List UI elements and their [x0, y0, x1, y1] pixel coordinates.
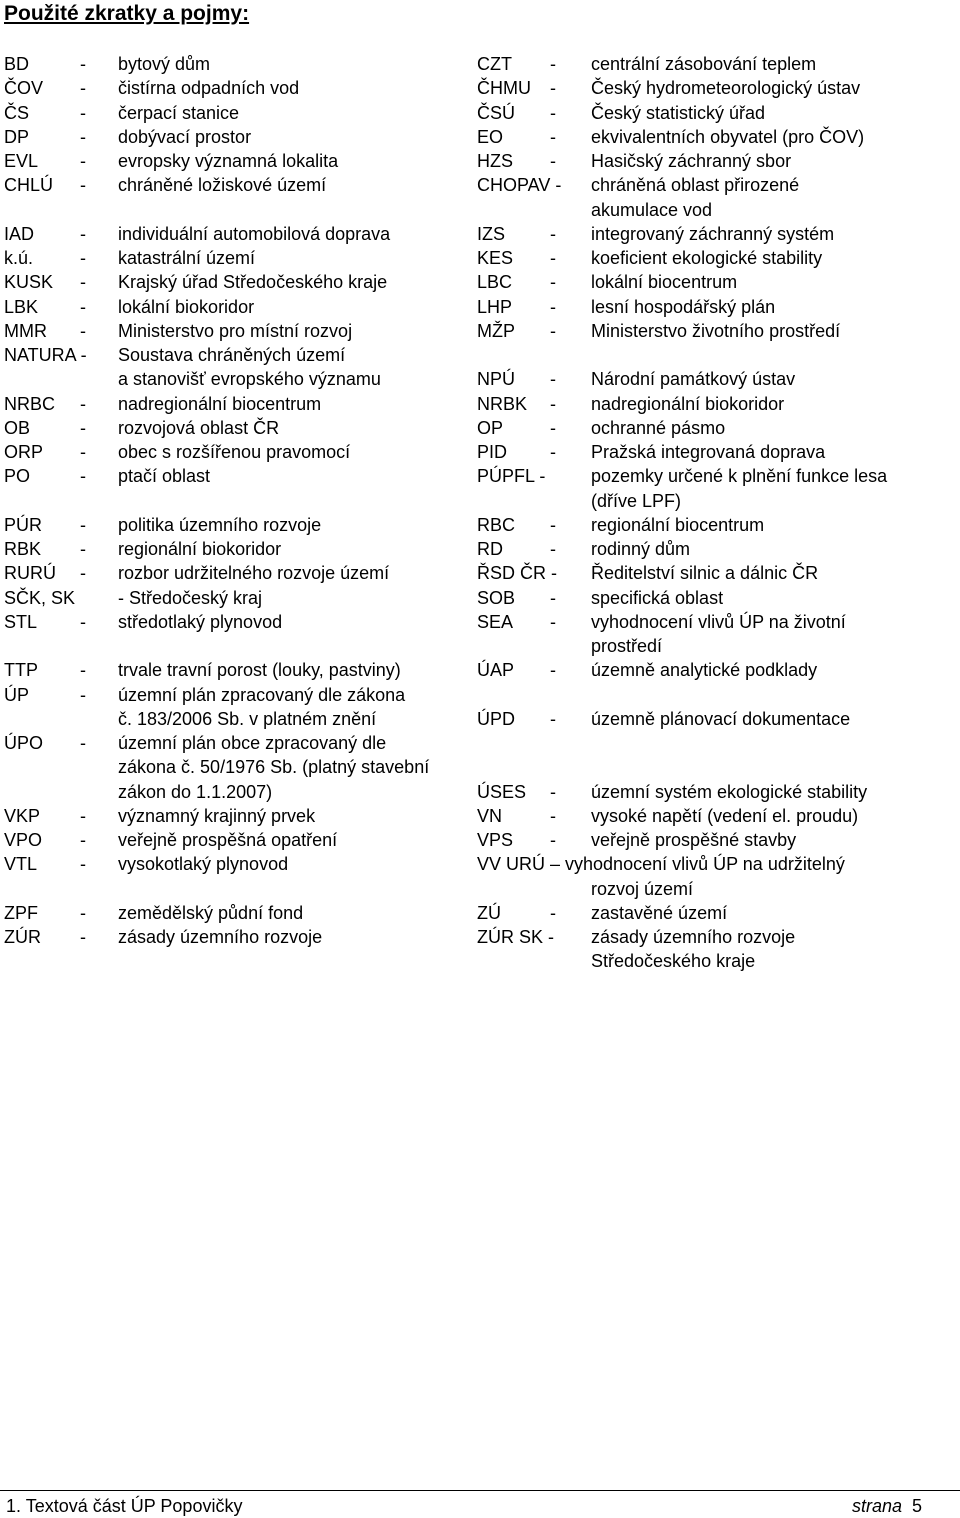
- meaning-left: bytový dům: [118, 54, 211, 74]
- table-row: [0, 852, 960, 876]
- meaning-right: vysoké napětí (vedení el. proudu): [591, 805, 859, 826]
- dash-right: -: [550, 781, 556, 802]
- table-row: [0, 877, 960, 901]
- table-row: [0, 246, 960, 270]
- abbr-right: ČSÚ: [477, 102, 516, 123]
- meaning-right: územně analytické podklady: [591, 660, 818, 681]
- meaning-right: veřejně prospěšné stavby: [591, 830, 797, 850]
- abbr-left: NATURA -: [4, 345, 87, 365]
- dash-right: -: [550, 539, 556, 559]
- meaning-left: Soustava chráněných území: [118, 345, 346, 365]
- meaning-right: ekvivalentních obyvatel (pro ČOV): [591, 126, 865, 147]
- dash-right: -: [550, 417, 556, 438]
- table-row: [0, 52, 960, 76]
- dash-right: -: [550, 272, 556, 293]
- abbr-right: ÚPD: [477, 708, 516, 729]
- meaning-left: rozvojová oblast ČR: [118, 417, 280, 438]
- meaning-left: č. 183/2006 Sb. v platném znění: [118, 708, 377, 729]
- meaning-right: Český hydrometeorologický ústav: [591, 78, 861, 99]
- table-row: [0, 537, 960, 561]
- meaning-right: ochranné pásmo: [591, 417, 726, 438]
- meaning-left: lokální biokoridor: [118, 296, 255, 317]
- meaning-right: nadregionální biokoridor: [591, 393, 785, 414]
- meaning-left: - Středočeský kraj: [118, 587, 263, 608]
- table-row: [0, 658, 960, 682]
- meaning-left: územní plán obce zpracovaný dle: [118, 733, 387, 753]
- dash-right: -: [550, 369, 556, 390]
- dash-left: -: [80, 248, 86, 268]
- meaning-right: Ředitelství silnic a dálnic ČR: [591, 563, 819, 584]
- abbr-right: EO: [477, 126, 504, 147]
- abbr-right: RBC: [477, 514, 516, 535]
- table-row: [0, 828, 960, 852]
- meaning-right: územně plánovací dokumentace: [591, 708, 851, 729]
- table-row: [0, 925, 960, 949]
- dash-right: -: [550, 102, 556, 123]
- abbr-left: VPO: [4, 830, 43, 850]
- dash-right: -: [550, 223, 556, 244]
- abbr-left: CHLÚ: [4, 175, 54, 196]
- abbr-right: VV URÚ – vyhodnocení vlivů ÚP na udržitelný: [477, 854, 845, 875]
- meaning-left: čerpací stanice: [118, 102, 240, 123]
- dash-left: -: [80, 272, 86, 293]
- dash-left: -: [80, 733, 86, 753]
- dash-left: -: [80, 175, 86, 196]
- dash-left: -: [80, 684, 86, 705]
- abbr-right: VPS: [477, 830, 514, 850]
- abbr-left: DP: [4, 126, 30, 147]
- meaning-right: zastavěné území: [591, 902, 728, 923]
- table-row: [0, 173, 960, 197]
- abbr-left: TTP: [4, 660, 38, 681]
- abbr-right: VN: [477, 805, 503, 826]
- meaning-left: zemědělský půdní fond: [118, 902, 304, 923]
- dash-left: -: [80, 805, 86, 826]
- dash-left: -: [80, 393, 86, 414]
- table-row: [0, 561, 960, 585]
- dash-right: -: [550, 126, 556, 147]
- meaning-right: Český statistický úřad: [591, 102, 766, 123]
- footer-divider: [0, 1490, 960, 1491]
- table-row: [0, 367, 960, 391]
- meaning-right: Středočeského kraje: [591, 951, 756, 972]
- abbr-right: ZÚ: [477, 902, 501, 923]
- dash-right: -: [550, 296, 556, 317]
- meaning-left: nadregionální biocentrum: [118, 393, 322, 414]
- meaning-left: regionální biokoridor: [118, 539, 282, 559]
- table-row: [0, 270, 960, 294]
- dash-left: -: [80, 296, 86, 317]
- abbr-left: ČOV: [4, 78, 44, 99]
- meaning-left: politika územního rozvoje: [118, 514, 322, 535]
- meaning-left: evropsky významná lokalita: [118, 151, 339, 171]
- meaning-left: a stanovišť evropského významu: [118, 369, 381, 390]
- table-row: [0, 731, 960, 755]
- abbr-left: LBK: [4, 296, 39, 317]
- table-row: [0, 586, 960, 610]
- meaning-right: koeficient ekologické stability: [591, 248, 823, 268]
- table-row: [0, 464, 960, 488]
- abbr-right: SEA: [477, 611, 514, 632]
- table-row: [0, 683, 960, 707]
- table-row: [0, 634, 960, 658]
- dash-left: -: [80, 78, 86, 99]
- meaning-right: pozemky určené k plnění funkce lesa: [591, 466, 888, 487]
- abbr-right: ÚSES: [477, 781, 527, 802]
- dash-right: -: [550, 805, 556, 826]
- meaning-left: dobývací prostor: [118, 126, 252, 147]
- meaning-right: zásady územního rozvoje: [591, 927, 796, 947]
- footer-page-number: [852, 1494, 922, 1518]
- meaning-left: Ministerstvo pro místní rozvoj: [118, 320, 353, 341]
- dash-left: -: [80, 223, 86, 244]
- abbr-right: NPÚ: [477, 369, 516, 390]
- dash-right: -: [550, 442, 556, 462]
- table-row: [0, 295, 960, 319]
- abbr-left: OB: [4, 417, 31, 438]
- abbr-right: PID: [477, 442, 508, 462]
- table-row: [0, 707, 960, 731]
- abbr-right: OP: [477, 417, 504, 438]
- dash-left: -: [80, 126, 86, 147]
- dash-right: -: [550, 248, 556, 268]
- abbr-right: ČHMU: [477, 78, 531, 99]
- abbr-right: RD: [477, 539, 503, 559]
- meaning-left: územní plán zpracovaný dle zákona: [118, 684, 406, 705]
- dash-left: -: [80, 442, 86, 462]
- abbr-left: ÚP: [4, 684, 30, 705]
- dash-right: -: [550, 611, 556, 632]
- footer-page-value: 5: [912, 1496, 923, 1516]
- abbr-left: SČK, SK: [4, 587, 76, 608]
- meaning-left: obec s rozšířenou pravomocí: [118, 442, 351, 462]
- table-row: [0, 489, 960, 513]
- abbr-right: ZÚR SK -: [477, 927, 555, 947]
- table-row: [0, 343, 960, 367]
- abbr-left: VTL: [4, 854, 38, 875]
- abbr-left: VKP: [4, 805, 41, 826]
- abbr-left: MMR: [4, 320, 47, 341]
- meaning-left: trvale travní porost (louky, pastviny): [118, 660, 401, 681]
- meaning-left: čistírna odpadních vod: [118, 78, 300, 99]
- table-row: [0, 780, 960, 804]
- dash-left: -: [80, 151, 86, 171]
- meaning-left: vysokotlaký plynovod: [118, 854, 289, 875]
- table-row: [0, 440, 960, 464]
- meaning-left: chráněné ložiskové území: [118, 175, 327, 196]
- meaning-left: zákon do 1.1.2007): [118, 781, 273, 802]
- abbr-left: ZÚR: [4, 927, 41, 947]
- meaning-right: vyhodnocení vlivů ÚP na životní: [591, 611, 846, 632]
- abbr-right: ÚAP: [477, 660, 515, 681]
- table-row: [0, 125, 960, 149]
- table-row: [0, 513, 960, 537]
- meaning-right: specifická oblast: [591, 587, 724, 608]
- table-row: [0, 76, 960, 100]
- dash-right: -: [550, 830, 556, 850]
- abbr-left: k.ú.: [4, 248, 34, 268]
- dash-right: -: [550, 514, 556, 535]
- meaning-left: individuální automobilová doprava: [118, 223, 391, 244]
- abbr-right: HZS: [477, 151, 513, 171]
- dash-right: -: [550, 393, 556, 414]
- dash-left: -: [80, 466, 86, 487]
- table-row: [0, 416, 960, 440]
- abbr-right: PÚPFL -: [477, 466, 546, 487]
- table-row: [0, 319, 960, 343]
- abbr-left: ÚPO: [4, 733, 44, 753]
- dash-right: -: [550, 660, 556, 681]
- meaning-right: Národní památkový ústav: [591, 369, 796, 390]
- table-row: [0, 901, 960, 925]
- meaning-right: rodinný dům: [591, 539, 691, 559]
- meaning-left: zákona č. 50/1976 Sb. (platný stavební: [118, 757, 430, 778]
- abbr-left: ORP: [4, 442, 44, 462]
- table-row: [0, 755, 960, 779]
- meaning-right: centrální zásobování teplem: [591, 54, 817, 74]
- meaning-left: ptačí oblast: [118, 466, 211, 487]
- abbr-right: IZS: [477, 223, 506, 244]
- meaning-right: chráněná oblast přirozené: [591, 175, 800, 196]
- abbr-left: ZPF: [4, 902, 38, 923]
- meaning-right: akumulace vod: [591, 199, 713, 220]
- abbr-right: ŘSD ČR -: [477, 563, 557, 584]
- dash-right: -: [550, 78, 556, 99]
- table-row: [0, 101, 960, 125]
- meaning-right: Pražská integrovaná doprava: [591, 442, 826, 462]
- dash-left: -: [80, 927, 86, 947]
- abbr-left: STL: [4, 611, 38, 632]
- abbr-left: BD: [4, 54, 30, 74]
- meaning-right: (dříve LPF): [591, 490, 682, 511]
- abbr-right: CZT: [477, 54, 512, 74]
- meaning-right: Hasičský záchranný sbor: [591, 151, 792, 171]
- table-row: [0, 804, 960, 828]
- abbr-left: EVL: [4, 151, 39, 171]
- meaning-right: lokální biocentrum: [591, 272, 738, 293]
- table-row: [0, 198, 960, 222]
- table-row: [0, 610, 960, 634]
- dash-right: -: [550, 54, 556, 74]
- dash-left: -: [80, 102, 86, 123]
- abbr-left: KUSK: [4, 272, 54, 293]
- meaning-left: Krajský úřad Středočeského kraje: [118, 272, 388, 293]
- footer-document-title: 1. Textová část ÚP Popovičky: [6, 1496, 243, 1516]
- dash-left: -: [80, 320, 86, 341]
- meaning-left: středotlaký plynovod: [118, 611, 283, 632]
- meaning-right: prostředí: [591, 636, 663, 656]
- abbr-right: LHP: [477, 296, 513, 317]
- meaning-left: veřejně prospěšná opatření: [118, 830, 338, 850]
- abbr-left: NRBC: [4, 393, 56, 414]
- meaning-right: lesní hospodářský plán: [591, 296, 776, 317]
- dash-right: -: [550, 587, 556, 608]
- abbr-right: NRBK: [477, 393, 528, 414]
- abbr-right: KES: [477, 248, 514, 268]
- dash-right: -: [550, 151, 556, 171]
- dash-left: -: [80, 54, 86, 74]
- abbr-left: ČS: [4, 102, 30, 123]
- meaning-right: Ministerstvo životního prostředí: [591, 320, 841, 341]
- dash-right: -: [550, 320, 556, 341]
- dash-right: -: [550, 902, 556, 923]
- dash-left: -: [80, 660, 86, 681]
- table-row: [0, 222, 960, 246]
- dash-left: -: [80, 854, 86, 875]
- dash-left: -: [80, 539, 86, 559]
- dash-left: -: [80, 902, 86, 923]
- meaning-left: rozbor udržitelného rozvoje území: [118, 563, 390, 584]
- table-row: [0, 949, 960, 973]
- abbr-left: RURÚ: [4, 563, 56, 584]
- table-row: [0, 392, 960, 416]
- dash-left: -: [80, 611, 86, 632]
- meaning-right: integrovaný záchranný systém: [591, 223, 835, 244]
- table-row: [0, 149, 960, 173]
- meaning-right: regionální biocentrum: [591, 514, 765, 535]
- dash-left: -: [80, 563, 86, 584]
- dash-left: -: [80, 830, 86, 850]
- meaning-left: zásady územního rozvoje: [118, 927, 323, 947]
- abbr-right: MŽP: [477, 320, 515, 341]
- abbr-left: PO: [4, 466, 31, 487]
- abbr-right: CHOPAV -: [477, 175, 562, 196]
- meaning-left: katastrální území: [118, 248, 256, 268]
- abbr-left: RBK: [4, 539, 42, 559]
- dash-left: -: [80, 417, 86, 438]
- meaning-right: územní systém ekologické stability: [591, 781, 868, 802]
- meaning-right: rozvoj území: [591, 878, 694, 899]
- abbr-left: PÚR: [4, 514, 43, 535]
- abbr-right: LBC: [477, 272, 513, 293]
- dash-right: -: [550, 708, 556, 729]
- abbr-left: IAD: [4, 223, 35, 244]
- footer-page-label: strana: [852, 1496, 903, 1516]
- dash-left: -: [80, 514, 86, 535]
- meaning-left: významný krajinný prvek: [118, 805, 316, 826]
- page-heading: Použité zkratky a pojmy:: [4, 2, 250, 25]
- abbr-right: SOB: [477, 587, 516, 608]
